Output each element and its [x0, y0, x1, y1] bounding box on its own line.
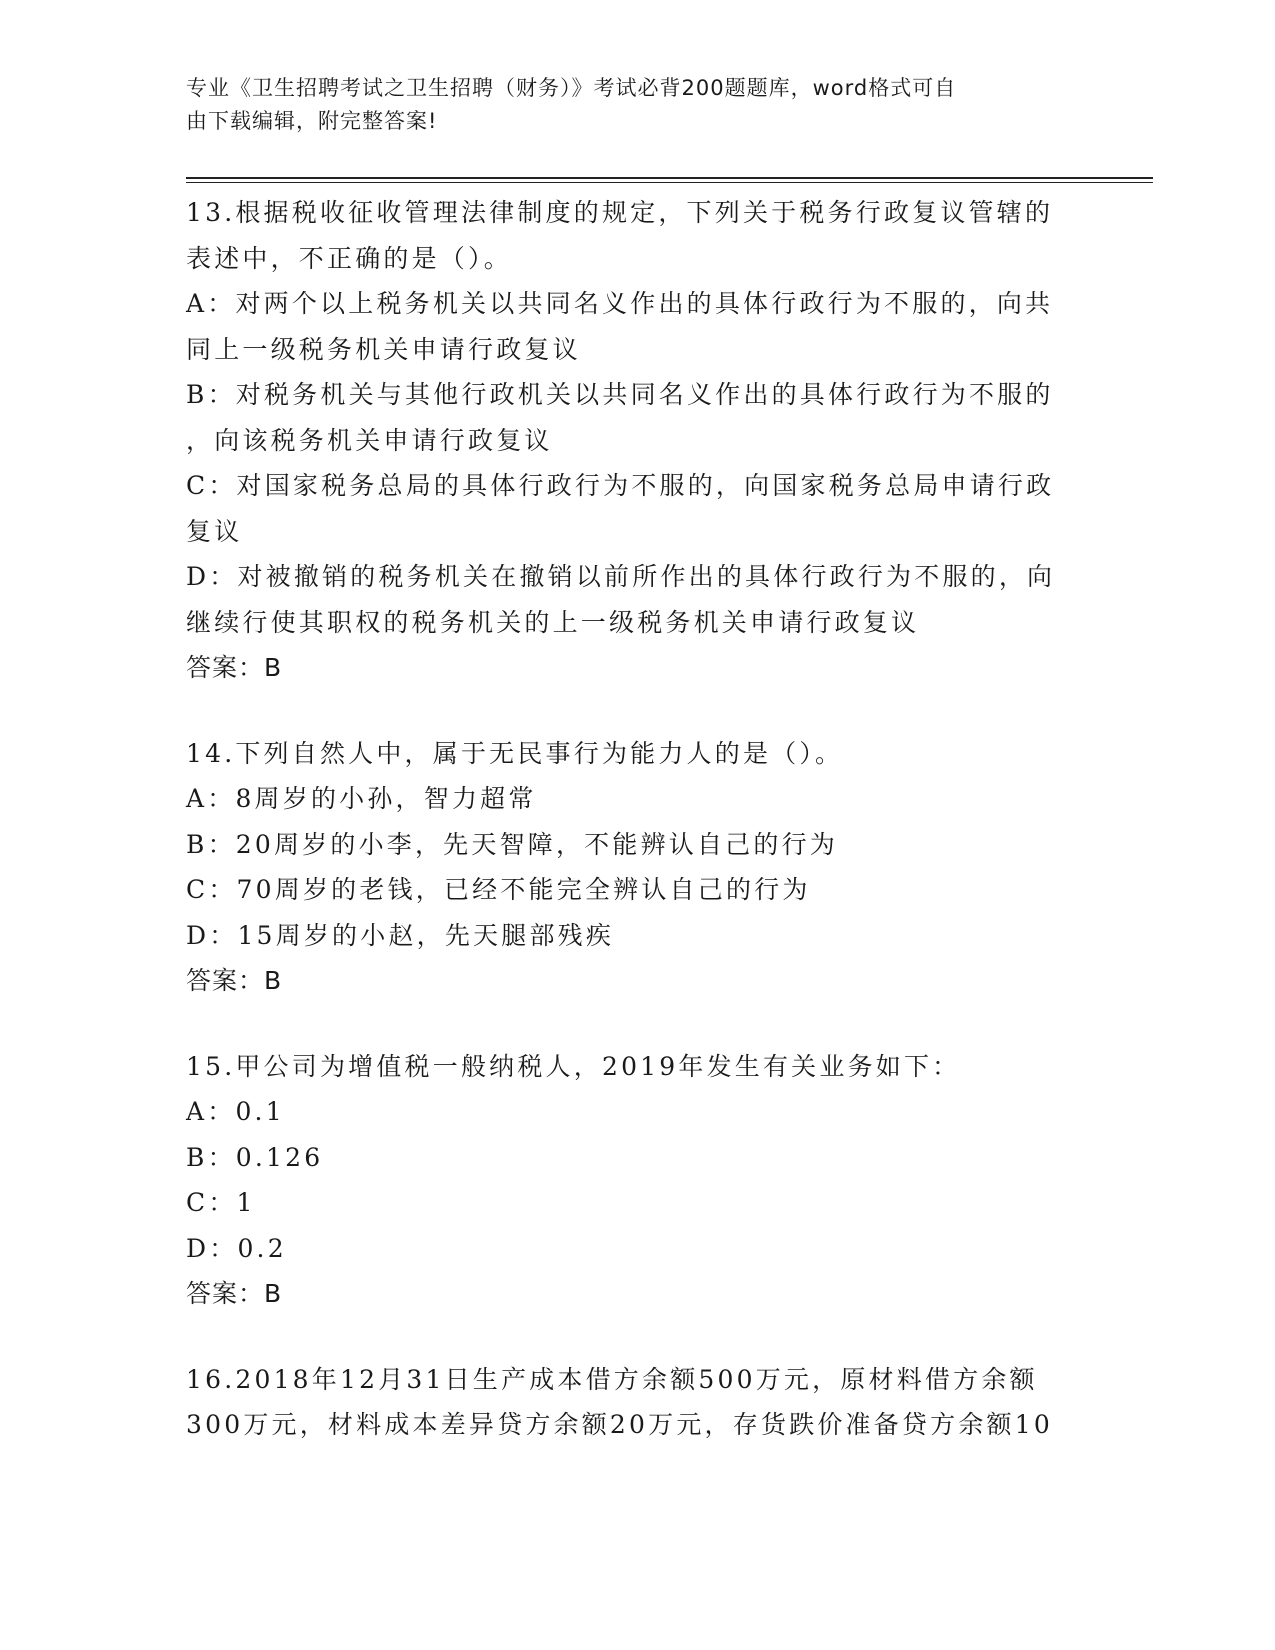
option-a: A：8周岁的小孙，智力超常	[186, 784, 537, 813]
option-a-cont: 同上一级税务机关申请行政复议	[186, 334, 581, 364]
option-a: A：对两个以上税务机关以共同名义作出的具体行政行为不服的，向共	[186, 289, 1054, 318]
option-b: B：对税务机关与其他行政机关以共同名义作出的具体行政行为不服的	[186, 380, 1054, 409]
option-c: C：对国家税务总局的具体行政行为不服的，向国家税务总局申请行政	[186, 471, 1055, 500]
question-list	[186, 190, 1086, 1488]
header-rule-thin	[186, 182, 1153, 183]
question-15	[186, 1044, 1086, 1317]
option-c: C：1	[186, 1188, 256, 1217]
option-a: A：0.1	[186, 1097, 285, 1126]
header-line-1: 专业《卫生招聘考试之卫生招聘（财务）》考试必背200题题库，word格式可自	[186, 76, 957, 100]
option-b: B：20周岁的小李，先天智障，不能辨认自己的行为	[186, 829, 838, 859]
option-c: C：70周岁的老钱，已经不能完全辨认自己的行为	[186, 875, 811, 904]
option-d: D：0.2	[186, 1233, 287, 1263]
answer-label: 答案：B	[186, 966, 283, 995]
header-rule-thick	[186, 177, 1153, 179]
answer-label: 答案：B	[186, 653, 283, 682]
question-text: 16.2018年12月31日生产成本借方余额500万元，原材料借方余额	[186, 1364, 1038, 1394]
question-text: 14.下列自然人中，属于无民事行为能力人的是（）。	[186, 738, 844, 768]
document-header	[186, 72, 1066, 138]
question-text: 15.甲公司为增值税一般纳税人，2019年发生有关业务如下：	[186, 1051, 961, 1081]
question-text: 表述中，不正确的是（）。	[186, 243, 512, 273]
question-text: 300万元，材料成本差异贷方余额20万元，存货跌价准备贷方余额10	[186, 1410, 1053, 1439]
question-text: 13.根据税收征收管理法律制度的规定，下列关于税务行政复议管辖的	[186, 198, 1054, 227]
header-line-2: 由下载编辑，附完整答案!	[186, 109, 438, 133]
option-b: B：0.126	[186, 1142, 324, 1172]
option-d: D：15周岁的小赵，先天腿部残疾	[186, 920, 615, 950]
answer-label: 答案：B	[186, 1279, 283, 1308]
option-c-cont: 复议	[186, 516, 243, 546]
option-b-cont: ，向该税务机关申请行政复议	[186, 425, 553, 455]
question-13	[186, 190, 1086, 691]
option-d-cont: 继续行使其职权的税务机关的上一级税务机关申请行政复议	[186, 607, 920, 637]
question-16	[186, 1357, 1086, 1448]
question-14	[186, 731, 1086, 1004]
option-d: D：对被撤销的税务机关在撤销以前所作出的具体行政行为不服的，向	[186, 562, 1056, 591]
